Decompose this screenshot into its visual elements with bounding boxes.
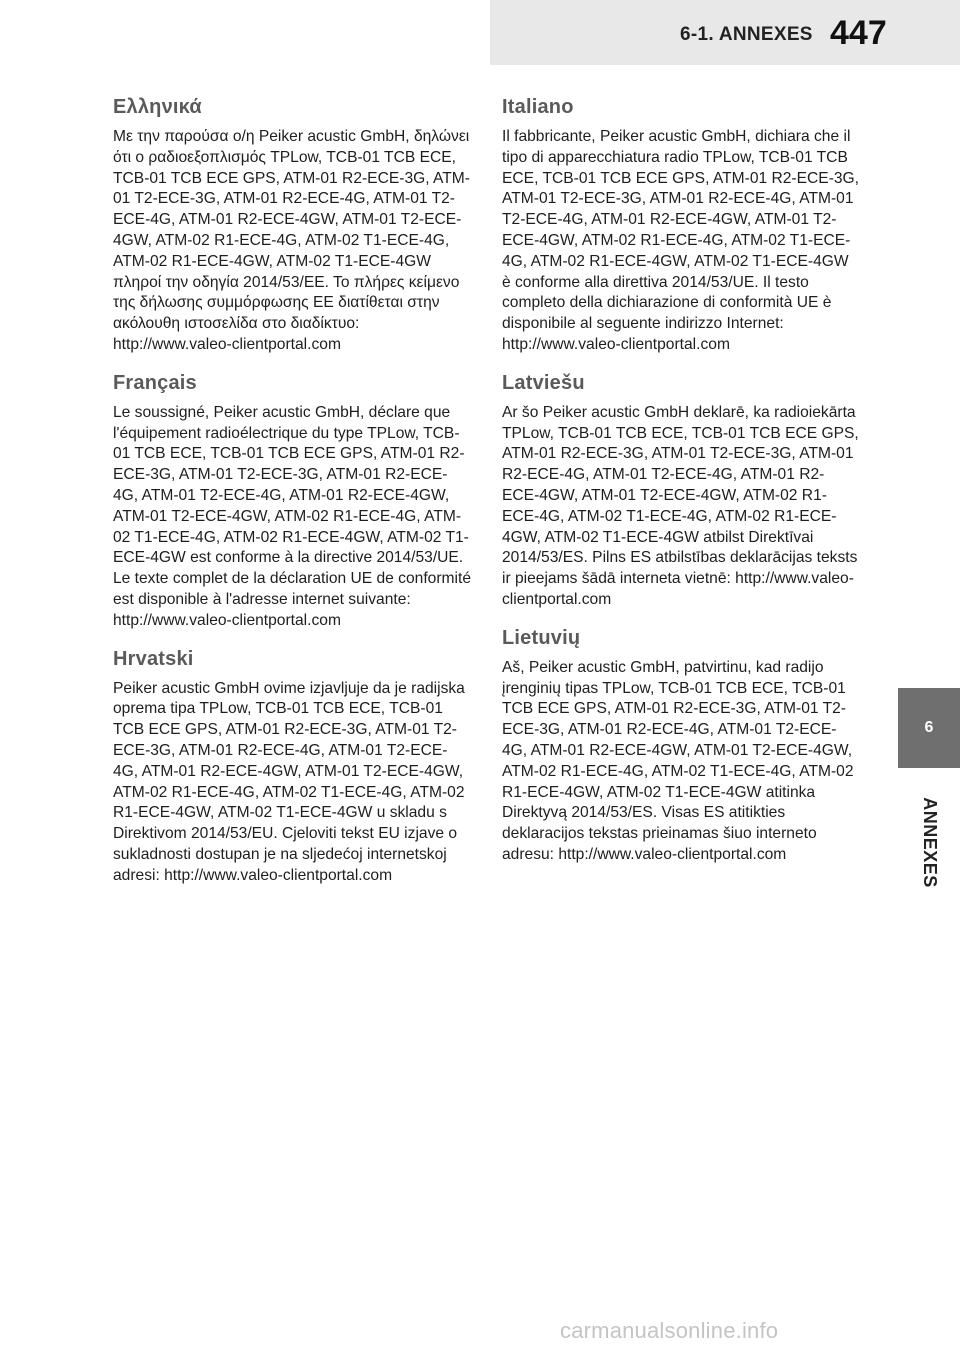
page-number: 447 <box>830 14 887 52</box>
left-column <box>113 96 471 903</box>
section-body: Με την παρούσα ο/η Peiker acustic GmbH, δηλώνει ότι ο ραδιοεξοπλισμός TPLow, TCB-01 TCB ECE, TCB-01 TCB ECE GPS, ATM-01 R2-ECE-3G, ATM-01 T2-ECE-3G, ATM-01 R2-ECE-4G, ATM-01 T2-ECE-4G, ATM-01 R2-ECE-4GW, ATM-01 T2-ECE-4GW, ATM-02 R1-ECE-4G, ATM-02 T1-ECE-4G, ATM-02 R1-ECE-4GW, ATM-02 T1-ECE-4GW πληροί την οδηγία 2014/53/ΕΕ. Το πλήρες κείμενο της δήλωσης συμμόρφωσης ΕΕ διατίθεται στην ακόλουθη ιστοσελίδα στο διαδίκτυο: http://www.valeo-clientportal.com <box>113 128 470 353</box>
section-label: 6-1. ANNEXES <box>680 24 813 45</box>
section-italian <box>502 96 860 356</box>
section-heading: Français <box>113 371 197 394</box>
section-body: Ar šo Peiker acustic GmbH deklarē, ka radioiekārta TPLow, TCB-01 TCB ECE, TCB-01 TCB ECE GPS, ATM-01 R2-ECE-3G, ATM-01 T2-ECE-3G, ATM-01 R2-ECE-4G, ATM-01 T2-ECE-4G, ATM-01 R2-ECE-4GW, ATM-01 T2-ECE-4GW, ATM-02 R1-ECE-4G, ATM-02 T1-ECE-4G, ATM-02 R1-ECE-4GW, ATM-02 T1-ECE-4GW atbilst Direktīvai 2014/53/ES. Pilns ES atbilstības deklarācijas teksts ir pieejams šādā interneta vietnē: http://www.valeo-clientportal.com <box>502 403 859 608</box>
site-watermark: carmanualsonline.info <box>560 1318 779 1343</box>
section-heading: Ελληνικά <box>113 96 202 118</box>
section-croatian <box>113 648 471 887</box>
section-body: Peiker acustic GmbH ovime izjavljuje da je radijska oprema tipa TPLow, TCB-01 TCB ECE, TCB-01 TCB ECE GPS, ATM-01 R2-ECE-3G, ATM-01 T2-ECE-3G, ATM-01 R2-ECE-4G, ATM-01 T2-ECE-4G, ATM-01 R2-ECE-4GW, ATM-01 T2-ECE-4GW, ATM-02 R1-ECE-4G, ATM-02 T1-ECE-4G, ATM-02 R1-ECE-4GW, ATM-02 T1-ECE-4GW u skladu s Direktivom 2014/53/EU. Cjeloviti tekst EU izjave o sukladnosti dostupan je na sljedećoj internetskoj adresi: http://www.valeo-clientportal.com <box>113 679 465 884</box>
section-french <box>113 372 471 632</box>
chapter-number: 6 <box>924 719 934 736</box>
section-body: Le soussigné, Peiker acustic GmbH, déclare que l'équipement radioélectrique du type TPLow, TCB-01 TCB ECE, TCB-01 TCB ECE GPS, ATM-01 R2-ECE-3G, ATM-01 T2-ECE-3G, ATM-01 R2-ECE-4G, ATM-01 T2-ECE-4G, ATM-01 R2-ECE-4GW, ATM-01 T2-ECE-4GW, ATM-02 R1-ECE-4G, ATM-02 T1-ECE-4G, ATM-02 R1-ECE-4GW, ATM-02 T1-ECE-4GW est conforme à la directive 2014/53/UE. Le texte complet de la déclaration UE de conformité est disponible à l'adresse internet suivante: http://www.valeo-clientportal.com <box>113 403 471 629</box>
section-body: Il fabbricante, Peiker acustic GmbH, dichiara che il tipo di apparecchiatura radio TPLow, TCB-01 TCB ECE, TCB-01 TCB ECE GPS, ATM-01 R2-ECE-3G, ATM-01 T2-ECE-3G, ATM-01 R2-ECE-4G, ATM-01 T2-ECE-4G, ATM-01 R2-ECE-4GW, ATM-01 T2-ECE-4GW, ATM-02 R1-ECE-4G, ATM-02 T1-ECE-4G, ATM-02 R1-ECE-4GW, ATM-02 T1-ECE-4GW è conforme alla direttiva 2014/53/UE. Il testo completo della dichiarazione di conformità UE è disponibile al seguente indirizzo Internet: http://www.valeo-clientportal.com <box>502 128 860 353</box>
chapter-label: ANNEXES <box>919 796 940 888</box>
chapter-side-label <box>898 782 960 902</box>
section-greek <box>113 96 471 356</box>
section-lithuanian <box>502 627 860 866</box>
chapter-tab <box>898 688 960 768</box>
section-heading: Hrvatski <box>113 647 194 670</box>
section-body: Aš, Peiker acustic GmbH, patvirtinu, kad radijo įrenginių tipas TPLow, TCB-01 TCB ECE, TCB-01 TCB ECE GPS, ATM-01 R2-ECE-3G, ATM-01 T2-ECE-3G, ATM-01 R2-ECE-4G, ATM-01 T2-ECE-4G, ATM-01 R2-ECE-4GW, ATM-01 T2-ECE-4GW, ATM-02 R1-ECE-4G, ATM-02 T1-ECE-4G, ATM-02 R1-ECE-4GW, ATM-02 T1-ECE-4GW atitinka Direktyvą 2014/53/ES. Visas ES atitikties deklaracijos tekstas prieinamas šiuo interneto adresu: http://www.valeo-clientportal.com <box>502 658 854 863</box>
section-heading: Latviešu <box>502 371 585 394</box>
section-latvian <box>502 372 860 611</box>
right-column <box>502 96 860 882</box>
section-heading: Lietuvių <box>502 626 581 649</box>
section-heading: Italiano <box>502 96 574 118</box>
